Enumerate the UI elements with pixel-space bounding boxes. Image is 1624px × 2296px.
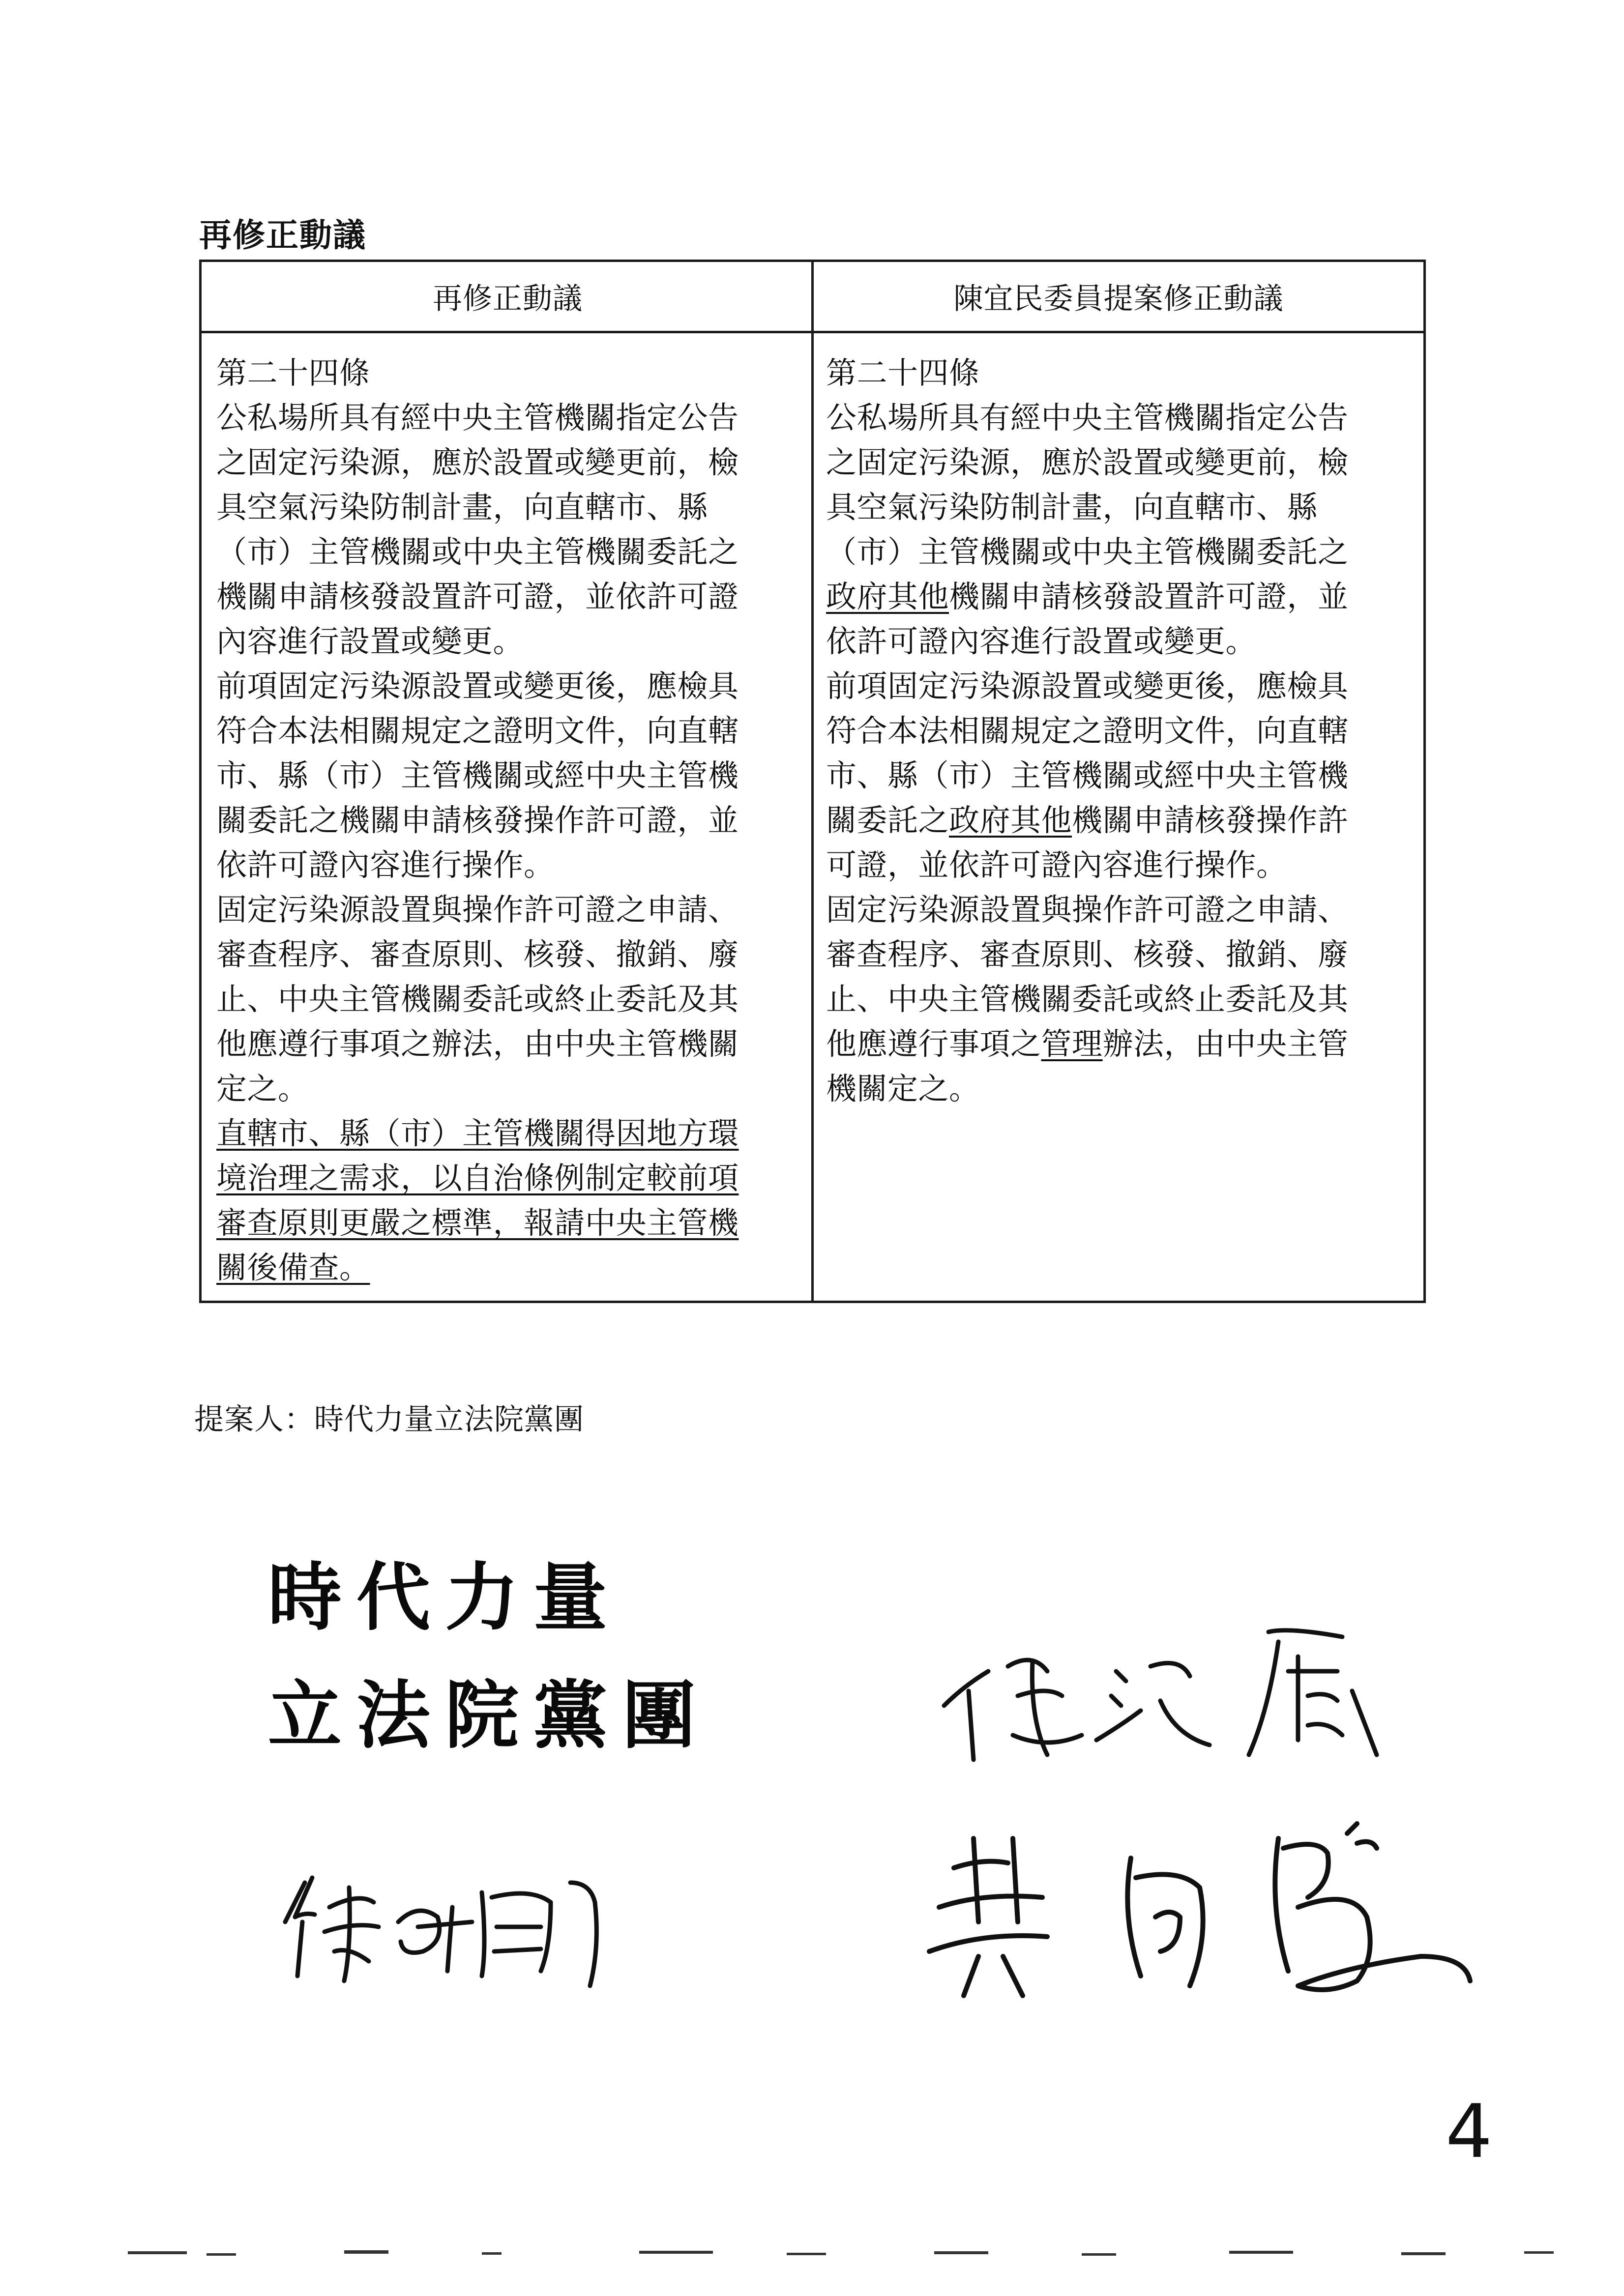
stamp-line-1: 時代力量 bbox=[268, 1554, 622, 1641]
text-line: 審查程序、審查原則、核發、撤銷、廢 bbox=[216, 936, 739, 972]
text-line: 關委託之機關申請核發操作許可證，並 bbox=[216, 802, 739, 838]
stamp-line-2: 立法院黨團 bbox=[268, 1672, 711, 1759]
article-title: 第二十四條 bbox=[216, 355, 370, 391]
column-divider bbox=[811, 262, 814, 1301]
added-text-line: 境治理之需求，以自治條例制定較前項 bbox=[216, 1160, 739, 1196]
text-line: 內容進行設置或變更。 bbox=[216, 623, 524, 659]
scan-noise-strip bbox=[0, 2241, 1624, 2271]
text-segment: 關委託之 bbox=[826, 802, 949, 838]
text-line: 前項固定污染源設置或變更後，應檢具 bbox=[826, 668, 1349, 704]
text-line: 依許可證內容進行操作。 bbox=[216, 847, 555, 883]
text-line: 公私場所具有經中央主管機關指定公告 bbox=[826, 400, 1349, 436]
text-segment: 機關申請核發設置許可證，並 bbox=[949, 579, 1349, 614]
text-line: 具空氣污染防制計畫，向直轄市、縣 bbox=[216, 489, 709, 525]
text-line: 符合本法相關規定之證明文件，向直轄 bbox=[216, 713, 739, 749]
text-line: （市）主管機關或中央主管機關委託之 bbox=[216, 534, 739, 570]
added-text-line: 關後備查。 bbox=[216, 1250, 370, 1285]
page-number: 4 bbox=[1446, 2089, 1493, 2175]
text-line: （市）主管機關或中央主管機關委託之 bbox=[826, 534, 1349, 570]
proposer-line: 提案人：時代力量立法院黨團 bbox=[194, 1402, 584, 1437]
header-revised-motion: 再修正動議 bbox=[433, 282, 583, 316]
text-line: 定之。 bbox=[216, 1071, 309, 1106]
text-line: 依許可證內容進行設置或變更。 bbox=[826, 623, 1257, 659]
text-line: 市、縣（市）主管機關或經中央主管機 bbox=[826, 757, 1349, 793]
text-line: 符合本法相關規定之證明文件，向直轄 bbox=[826, 713, 1349, 749]
revised-motion-text bbox=[216, 350, 792, 1290]
signature-3 bbox=[924, 1809, 1485, 2015]
text-line: 機關申請核發設置許可證，並依許可證 bbox=[216, 579, 739, 614]
text-line: 可證，並依許可證內容進行操作。 bbox=[826, 847, 1287, 883]
added-text-line: 直轄市、縣（市）主管機關得因地方環 bbox=[216, 1115, 739, 1151]
text-line bbox=[826, 574, 1406, 619]
underlined-text: 政府其他 bbox=[826, 579, 949, 614]
text-line: 止、中央主管機關委託或終止委託及其 bbox=[826, 981, 1349, 1017]
signature-1 bbox=[275, 1848, 629, 1996]
text-segment: 他應遵行事項之 bbox=[826, 1026, 1041, 1062]
text-line bbox=[826, 798, 1406, 843]
underlined-text: 管理 bbox=[1041, 1026, 1103, 1062]
underlined-text: 政府其他 bbox=[949, 802, 1072, 838]
text-line: 公私場所具有經中央主管機關指定公告 bbox=[216, 400, 739, 436]
text-line: 固定污染源設置與操作許可證之申請、 bbox=[826, 892, 1349, 928]
text-segment: 辦法，由中央主管 bbox=[1102, 1026, 1349, 1062]
text-segment: 機關申請核發操作許 bbox=[1072, 802, 1349, 838]
text-line: 他應遵行事項之辦法，由中央主管機關 bbox=[216, 1026, 739, 1062]
header-chen-motion: 陳宜民委員提案修正動議 bbox=[953, 282, 1284, 316]
text-line: 審查程序、審查原則、核發、撤銷、廢 bbox=[826, 936, 1349, 972]
text-line bbox=[826, 1021, 1406, 1066]
article-title: 第二十四條 bbox=[826, 355, 980, 391]
text-line: 止、中央主管機關委託或終止委託及其 bbox=[216, 981, 739, 1017]
text-line: 固定污染源設置與操作許可證之申請、 bbox=[216, 892, 739, 928]
text-line: 之固定污染源，應於設置或變更前，檢 bbox=[216, 444, 739, 480]
text-line: 具空氣污染防制計畫，向直轄市、縣 bbox=[826, 489, 1318, 525]
text-line: 機關定之。 bbox=[826, 1071, 980, 1106]
text-line: 前項固定污染源設置或變更後，應檢具 bbox=[216, 668, 739, 704]
text-line: 之固定污染源，應於設置或變更前，檢 bbox=[826, 444, 1349, 480]
text-line: 市、縣（市）主管機關或經中央主管機 bbox=[216, 757, 739, 793]
added-text-line: 審查原則更嚴之標準，報請中央主管機 bbox=[216, 1205, 739, 1241]
party-caucus-stamp bbox=[268, 1539, 710, 1774]
chen-motion-text bbox=[826, 350, 1406, 1111]
document-heading: 再修正動議 bbox=[199, 216, 366, 254]
amendment-table bbox=[199, 260, 1426, 1303]
signature-2 bbox=[934, 1612, 1426, 1770]
